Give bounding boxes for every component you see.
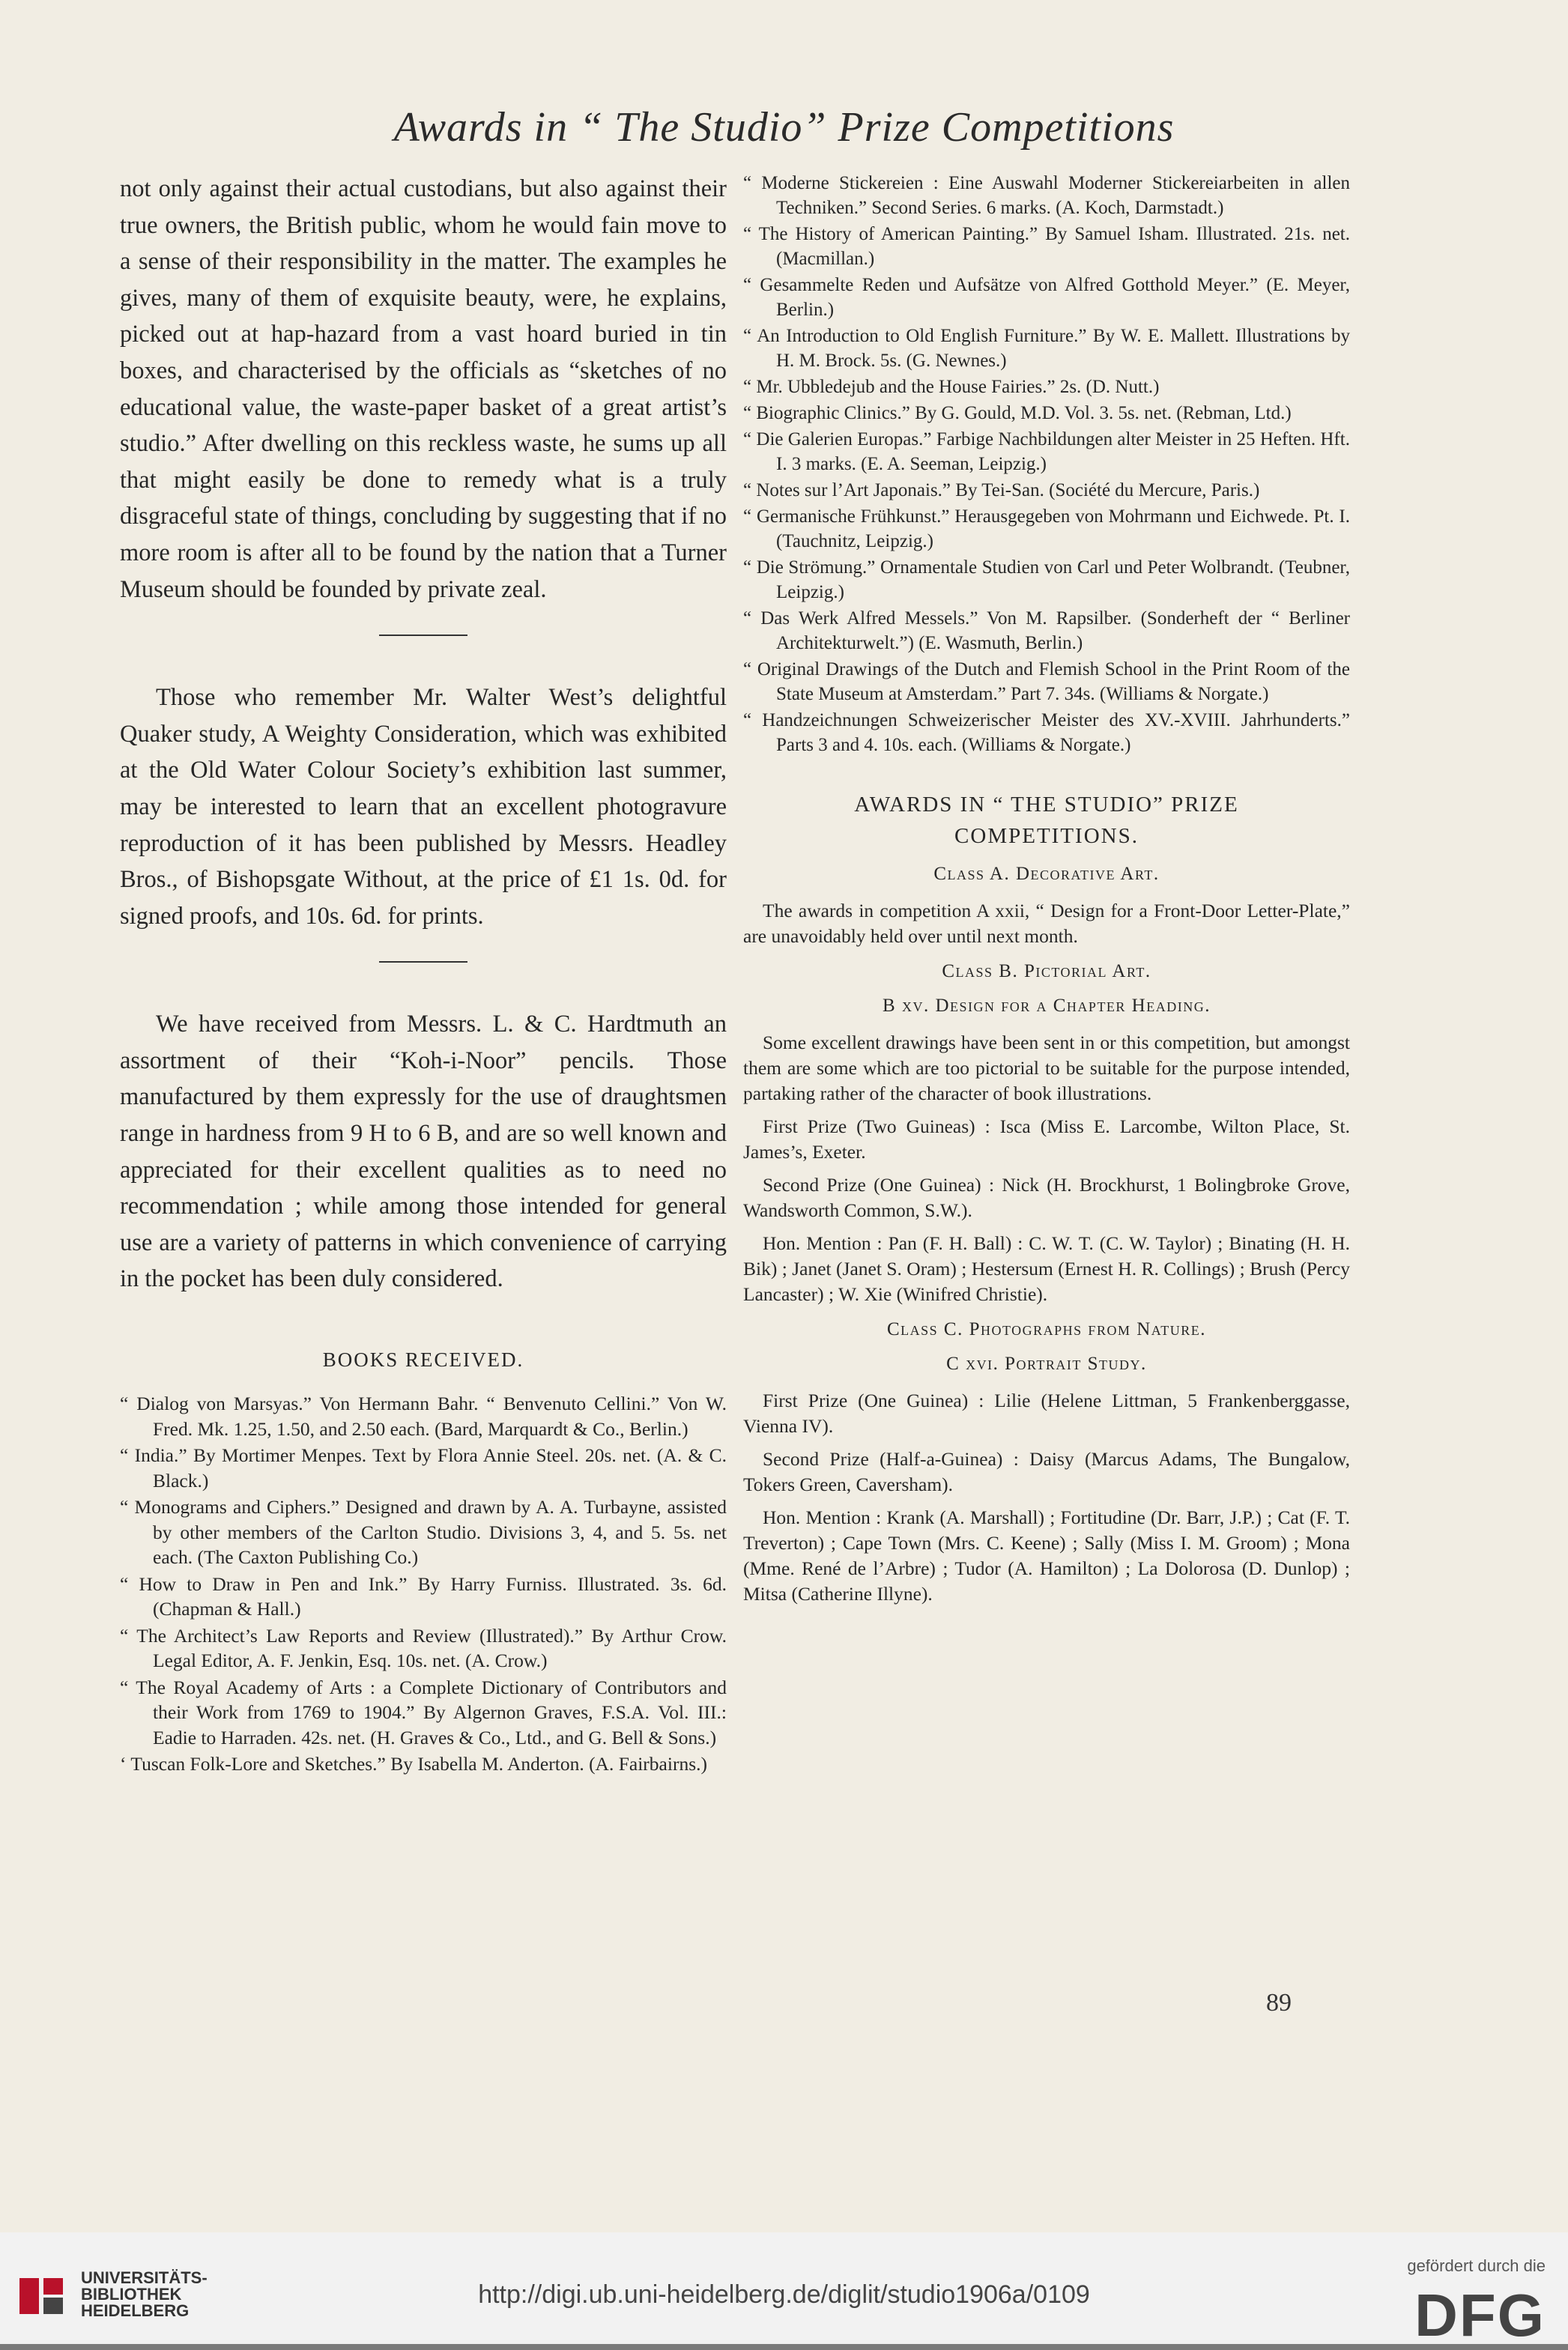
- funding-note: gefördert durch die: [1407, 2256, 1546, 2275]
- book-entry: “ Biographic Clinics.” By G. Gould, M.D. Vol. 3. 5s. net. (Rebman, Ltd.): [743, 403, 1292, 423]
- right-column: [743, 171, 1350, 1619]
- book-entry: “ Gesammelte Reden und Aufsätze von Alfred Gotthold Meyer.” (E. Meyer, Berlin.): [743, 275, 1350, 320]
- dfg-logo: DFG: [1414, 2282, 1546, 2349]
- book-entry: “ Mr. Ubbledejub and the House Fairies.” 2s. (D. Nutt.): [743, 377, 1160, 397]
- paragraph-turner: not only against their actual custodians, but also against their true owners, the British public, whom he would fain move to a sense of their responsibility in the matter. The examples he gives, many of them of exquisite beauty, were, he explains, picked out at hap-hazard from a vast hoard buried in tin boxes, and characterised by the officials as “sketches of no educational value, the waste-paper basket of a great artist’s studio.” After dwelling on this reckless waste, he sums up all that might easily be done to remedy what is a truly disgraceful state of things, concluding by suggesting that if no more room is after all to be found by the nation that a Turner Museum should be founded by private zeal.: [120, 175, 727, 603]
- class-b-first-prize: First Prize (Two Guineas) : Isca (Miss E. Larcombe, Wilton Place, St. James’s, Exeter.: [743, 1115, 1350, 1163]
- book-entry: “ Moderne Stickereien : Eine Auswahl Moderner Stickereiarbeiten in allen Techniken.” Second Series. 6 marks. (A. Koch, Darmstadt.): [743, 173, 1350, 218]
- book-entry: ‘ Tuscan Folk-Lore and Sketches.” By Isabella M. Anderton. (A. Fairbairns.): [120, 1753, 707, 1775]
- awards-heading-line-2: COMPETITIONS.: [954, 824, 1139, 848]
- running-header: Awards in “ The Studio” Prize Competitions: [393, 104, 1175, 151]
- book-entry: “ Monograms and Ciphers.” Designed and drawn by A. A. Turbayne, assisted by other members of the Carlton Studio. Divisions 3, 4, and 5. 5s. net each. (The Caxton Publishing Co.): [120, 1496, 727, 1569]
- section-rule: [379, 635, 467, 636]
- class-c-subheading: C xvi. Portrait Study.: [946, 1354, 1147, 1374]
- class-b-heading: Class B. Pictorial Art.: [942, 961, 1151, 981]
- page-number: 89: [1266, 1989, 1292, 2017]
- class-a-heading: Class A. Decorative Art.: [933, 864, 1160, 884]
- class-b-honourable-mention: Hon. Mention : Pan (F. H. Ball) : C. W. T. (C. W. Taylor) ; Binating (H. H. Bik) ; Janet (Janet S. Oram) ; Hestersum (Ernest H. R. Collings) ; Brush (Percy Lancaster) ; W. Xie (Winifred Christie).: [743, 1232, 1350, 1305]
- class-b-second-prize: Second Prize (One Guinea) : Nick (H. Brockhurst, 1 Bolingbroke Grove, Wandsworth Common, S.W.).: [743, 1174, 1350, 1221]
- library-name-line-3: HEIDELBERG: [81, 2301, 190, 2320]
- library-name-line-2: BIBLIOTHEK: [81, 2285, 182, 2304]
- awards-heading-line-1: AWARDS IN “ THE STUDIO” PRIZE: [854, 793, 1239, 817]
- paragraph-hardtmuth: We have received from Messrs. L. & C. Hardtmuth an assortment of their “Koh-i-Noor” pencils. Those manufactured by them expressly for the use of draughtsmen range in hardness from 9 H to 6 B, and are so well known and appreciated for their excellent qualities as to need no recommendation ; while among those intended for general use are a variety of patterns in which convenience of carrying in the pocket has been duly considered.: [120, 1011, 727, 1293]
- books-received-heading: BOOKS RECEIVED.: [322, 1348, 524, 1372]
- book-entry: “ Germanische Frühkunst.” Herausgegeben von Mohrmann und Eichwede. Pt. I. (Tauchnitz, Leipzig.): [743, 506, 1350, 551]
- class-a-text: The awards in competition A xxii, “ Design for a Front-Door Letter-Plate,” are unavoidably held over until next month.: [743, 900, 1350, 947]
- book-entry: “ Dialog von Marsyas.” Von Hermann Bahr. “ Benvenuto Cellini.” Von W. Fred. Mk. 1.25, 1.50, and 2.50 each. (Bard, Marquardt & Co., Berlin.): [120, 1393, 727, 1440]
- book-entry: “ The Architect’s Law Reports and Review (Illustrated).” By Arthur Crow. Legal Editor, A. F. Jenkin, Esq. 10s. net. (A. Crow.): [120, 1624, 727, 1672]
- class-c-second-prize: Second Prize (Half-a-Guinea) : Daisy (Marcus Adams, The Bungalow, Tokers Green, Caversham).: [743, 1448, 1350, 1495]
- awards-heading: [743, 789, 1350, 852]
- book-entry: “ Die Strömung.” Ornamentale Studien von Carl und Peter Wolbrandt. (Teubner, Leipzig.): [743, 557, 1350, 602]
- book-entry: “ An Introduction to Old English Furniture.” By W. E. Mallett. Illustrations by H. M. Brock. 5s. (G. Newnes.): [743, 326, 1350, 371]
- left-column: [120, 171, 727, 1778]
- book-entry: “ The History of American Painting.” By Samuel Isham. Illustrated. 21s. net. (Macmillan.): [743, 224, 1350, 269]
- class-b-text: Some excellent drawings have been sent in or this competition, but amongst them are some which are too pictorial to be suitable for the purpose intended, partaking rather of the character of book illustrations.: [743, 1032, 1350, 1104]
- book-entry: “ Handzeichnungen Schweizerischer Meister des XV.-XVIII. Jahrhunderts.” Parts 3 and 4. 10s. each. (Williams & Norgate.): [743, 710, 1350, 755]
- class-c-honourable-mention: Hon. Mention : Krank (A. Marshall) ; Fortitudine (Dr. Barr, J.P.) ; Cat (F. T. Treverton) ; Cape Town (Mrs. C. Keene) ; Sally (Miss I. M. Groom) ; Mona (Mme. René de l’Arbre) ; Tudor (A. Hamilton) ; La Dolorosa (D. Dunlop) ; Mitsa (Catherine Illyne).: [743, 1506, 1350, 1605]
- book-entry: “ Das Werk Alfred Messels.” Von M. Rapsilber. (Sonderheft der “ Berliner Architekturwelt.”) (E. Wasmuth, Berlin.): [743, 608, 1350, 653]
- library-name-line-1: UNIVERSITÄTS-: [81, 2268, 208, 2287]
- class-c-first-prize: First Prize (One Guinea) : Lilie (Helene Littman, 5 Frankenberggasse, Vienna IV).: [743, 1390, 1350, 1437]
- class-b-subheading: B xv. Design for a Chapter Heading.: [883, 996, 1211, 1016]
- book-entry: “ Original Drawings of the Dutch and Flemish School in the Print Room of the State Museum at Amsterdam.” Part 7. 34s. (Williams & Norgate.): [743, 659, 1350, 704]
- section-rule: [379, 961, 467, 963]
- book-entry: “ How to Draw in Pen and Ink.” By Harry Furniss. Illustrated. 3s. 6d. (Chapman & Hall.): [120, 1572, 727, 1620]
- source-url-link[interactable]: http://digi.ub.uni-heidelberg.de/diglit/studio1906a/0109: [478, 2280, 1090, 2309]
- book-entry: “ India.” By Mortimer Menpes. Text by Flora Annie Steel. 20s. net. (A. & C. Black.): [120, 1444, 727, 1492]
- class-c-heading: Class C. Photographs from Nature.: [886, 1319, 1207, 1339]
- paragraph-west: Those who remember Mr. Walter West’s delightful Quaker study, A Weighty Consideration, which was exhibited at the Old Water Colour Society’s exhibition last summer, may be interested to learn that an excellent photogravure reproduction of it has been published by Messrs. Headley Bros., of Bishopsgate Without, at the price of £1 1s. 0d. for signed proofs, and 10s. 6d. for prints.: [120, 684, 727, 930]
- book-entry: “ Notes sur l’Art Japonais.” By Tei-San. (Société du Mercure, Paris.): [743, 480, 1260, 500]
- book-entry: “ The Royal Academy of Arts : a Complete Dictionary of Contributors and their Work from 1769 to 1904.” By Algernon Graves, F.S.A. Vol. III.: Eadie to Harraden. 42s. net. (H. Graves & Co., Ltd., and G. Bell & Sons.): [120, 1676, 727, 1748]
- book-entry: “ Die Galerien Europas.” Farbige Nachbildungen alter Meister in 25 Heften. Hft. I. 3 marks. (E. A. Seeman, Leipzig.): [743, 429, 1350, 474]
